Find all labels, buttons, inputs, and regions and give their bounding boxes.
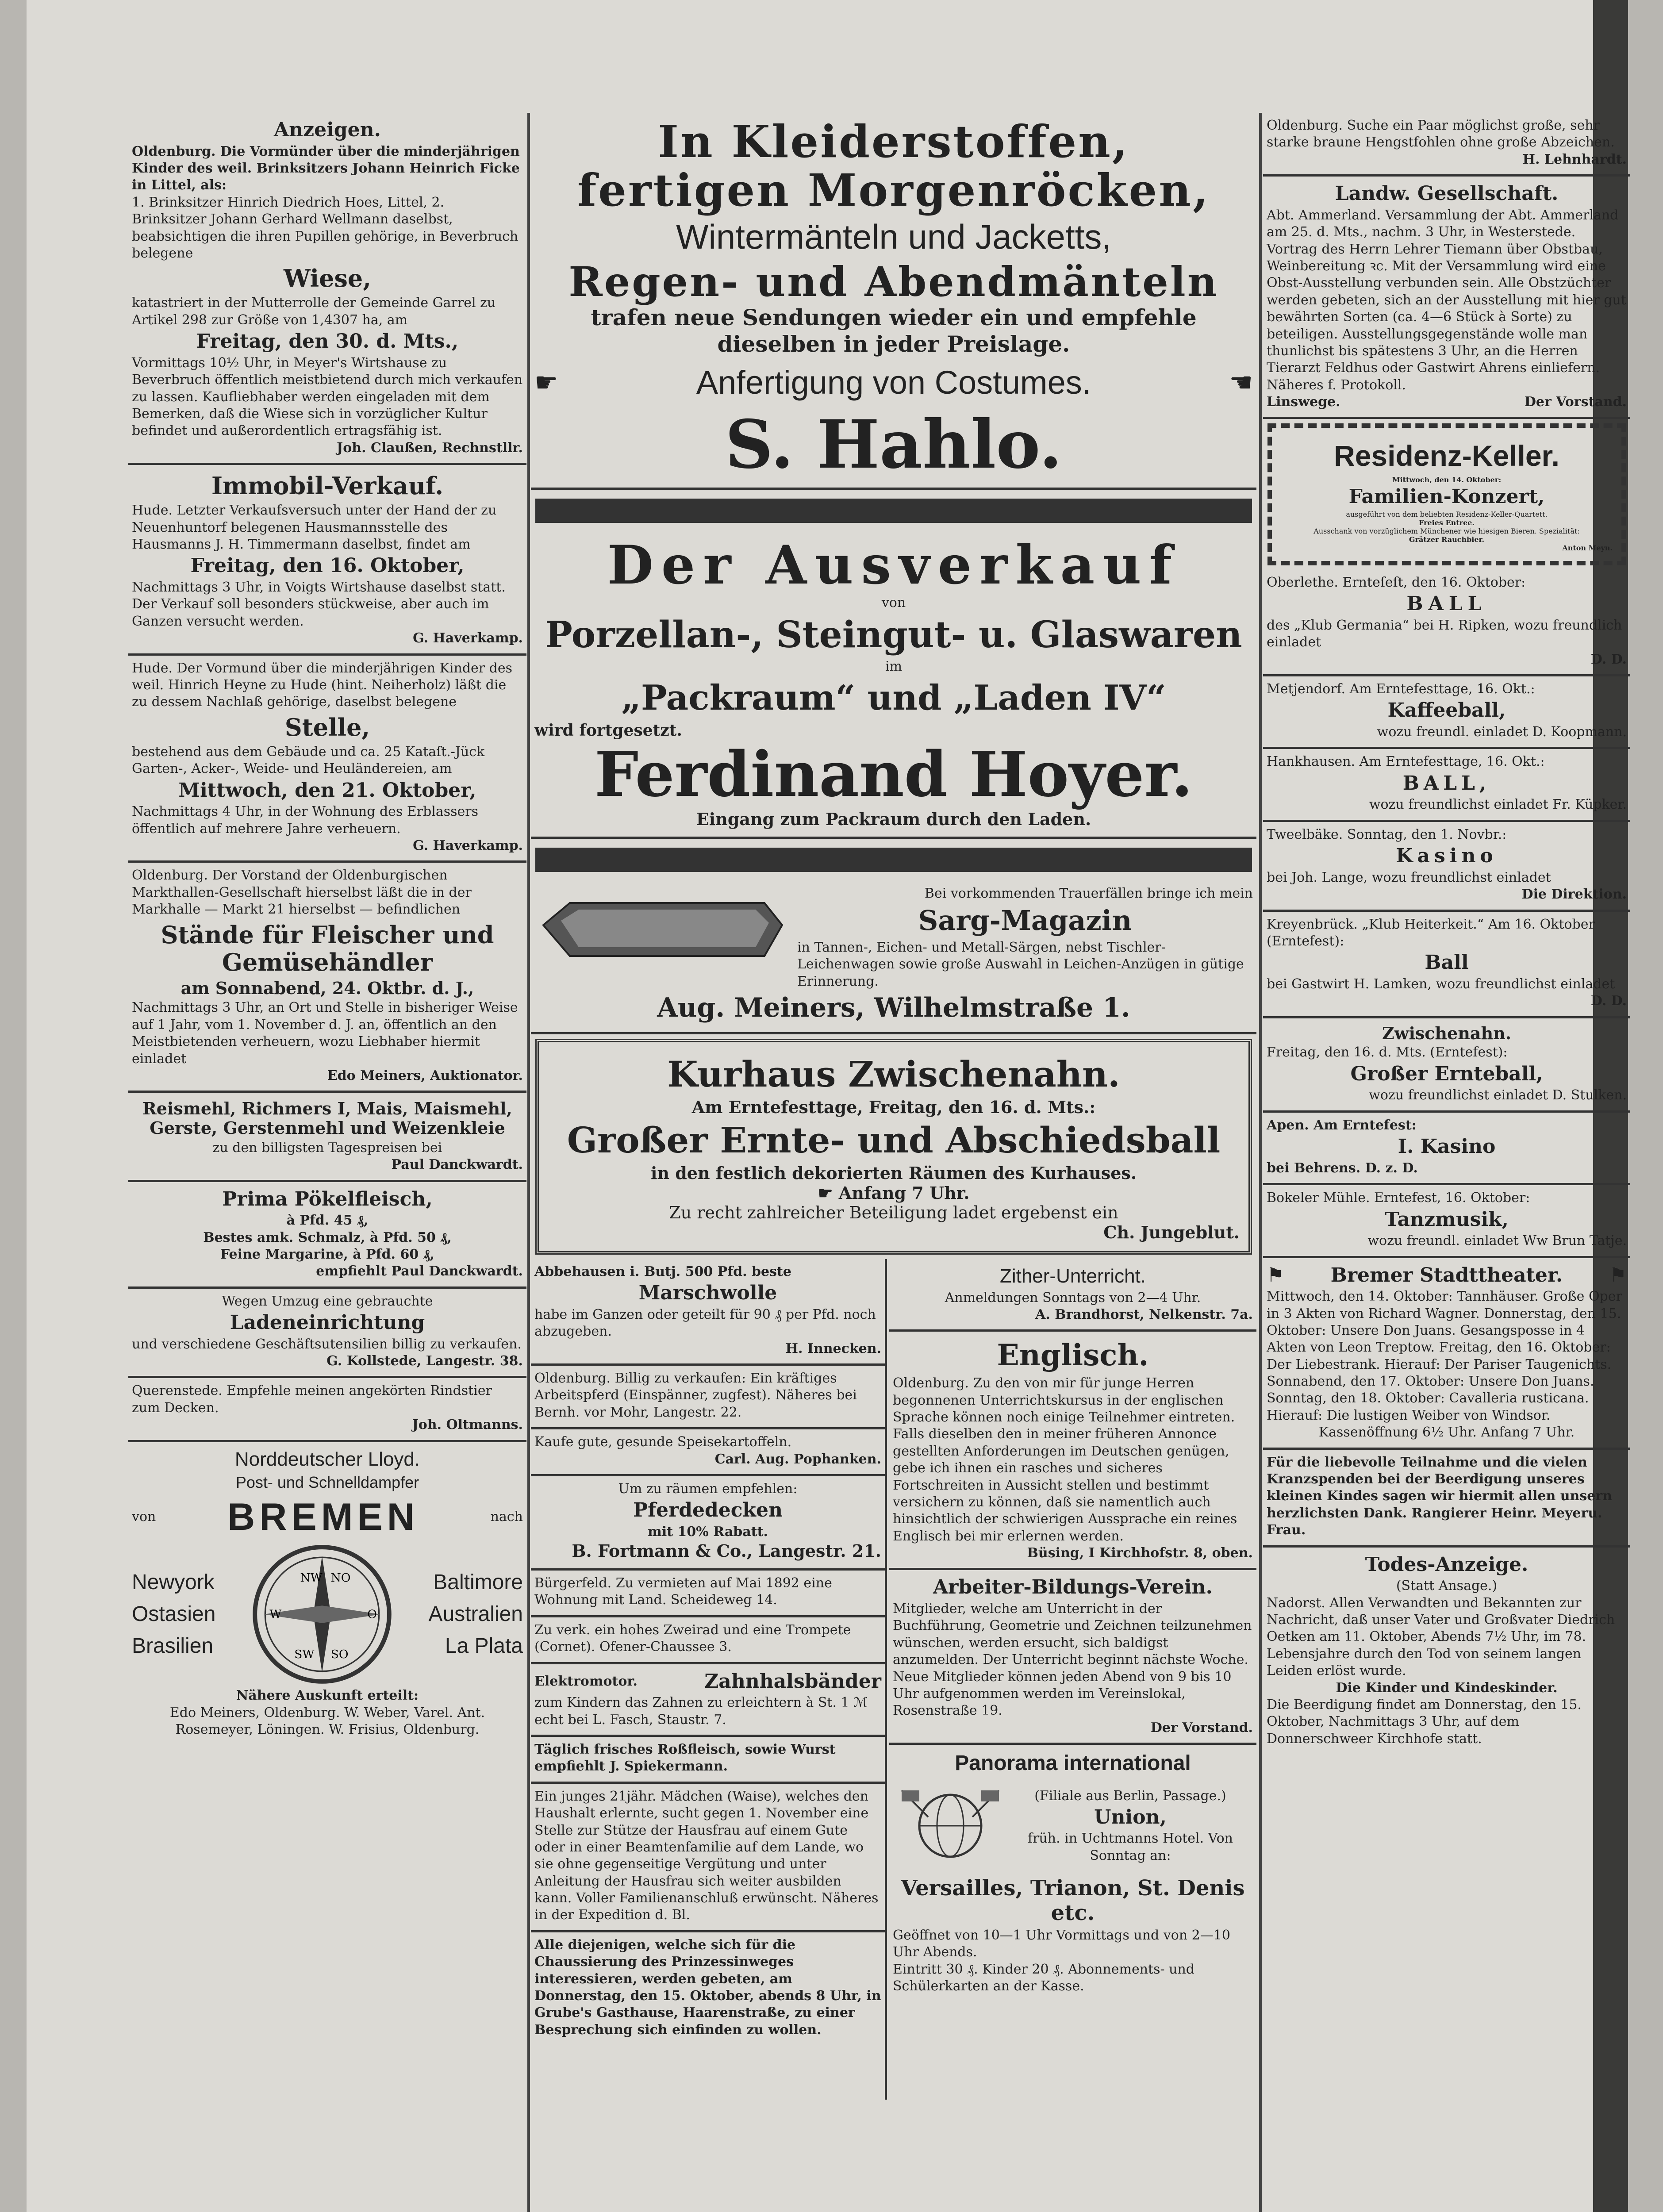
ad-signature: Die Direktion. — [1521, 887, 1627, 902]
ad-text: Vormittags 10½ Uhr, in Meyer's Wirtshause zu Beverbruch öffentlich meistbietend durch mich verkaufen zu lassen. Kaufliebhaber werden eingeladen mit dem Bemerken, daß die Wiese sich in vorzüglicher Kultur befindet und außerordentlich ertragsfähig ist. — [132, 355, 523, 439]
ad-todesanzeige — [1263, 1548, 1630, 1754]
ad-signature: Aug. Meiners, Wilhelmstraße 1. — [657, 992, 1130, 1023]
ad-text: Am Erntefesttage, Freitag, den 16. d. Mts.: — [691, 1097, 1096, 1117]
ad-heading: In Kleiderstoffen, — [658, 115, 1129, 168]
ad-text: zum Kindern das Zahnen zu erleichtern à St. 1 ℳ echt bei L. Fasch, Staustr. 7. — [534, 1695, 868, 1728]
compass-label: NO — [330, 1571, 351, 1585]
ad-text: Um zu räumen empfehlen: — [618, 1481, 798, 1497]
ad-text: Nähere Auskunft erteilt: — [236, 1688, 419, 1704]
ad-signature: Edo Meiners, Auktionator. — [327, 1068, 523, 1083]
ad-heading: Wiese, — [283, 264, 372, 293]
ad-zwischenahn-ball — [1263, 1018, 1630, 1113]
ad-signature: Büsing, I Kirchhofstr. 8, oben. — [1027, 1545, 1253, 1561]
ad-text: Post- und Schnelldampfer — [235, 1473, 419, 1492]
ad-maedchen: Ein junges 21jähr. Mädchen (Waise), welches den Haushalt erlernte, sucht gegen 1. November eine Stelle zur Stütze der Hausfrau auf einem Gute oder in einer Beamtenfamilie auf dem Lande, wo sie ohne gegenseitige Vergütung und unter Anleitung der Hausfrau sich weiter ausbilden kann. Voller Familienanschluß erwünscht. Näheres in der Expedition d. Bl. — [531, 1784, 885, 1932]
ad-text: Nachmittags 4 Uhr, in der Wohnung des Erblassers öffentlich auf mehrere Jahre verheuern. — [132, 804, 479, 837]
ad-oberlethe — [1263, 570, 1630, 676]
ad-text: von — [881, 595, 906, 611]
ad-text: Tweelbäke. Sonntag, den 1. Novbr.: — [1267, 826, 1507, 842]
ad-text: trafen neue Sendungen wieder ein und empfehle dieselben in jeder Preislage. — [591, 304, 1197, 357]
ad-heading: Residenz-Keller. — [1334, 439, 1559, 472]
ad-heading: Großer Ernte- und Abschiedsball — [567, 1119, 1221, 1161]
ad-zweirad: Zu verk. ein hohes Zweirad und eine Trompete (Cornet). Ofener-Chaussee 3. — [531, 1617, 885, 1664]
compass-label: SW — [294, 1647, 315, 1662]
destination: Baltimore — [433, 1571, 523, 1594]
ad-rossfleisch: Täglich frisches Roßfleisch, sowie Wurst empfiehlt J. Spiekermann. — [531, 1737, 885, 1784]
ad-pferd: Oldenburg. Billig zu verkaufen: Ein kräftiges Arbeitspferd (Einspänner, zugfest). Näheres bei Bernh. vor Mohr, Langestr. 22. — [531, 1366, 885, 1429]
ad-signature: B. Fortmann & Co., Langestr. 21. — [572, 1541, 881, 1561]
ad-text: Oldenburg. Die Vormünder über die minderjährigen Kinder des weil. Brinksitzers Johann Heinrich Ficke in Littel, als: — [132, 143, 520, 193]
destinations-left — [132, 1567, 215, 1662]
ad-date: Mittwoch, den 21. Oktober, — [178, 779, 476, 802]
column-left — [128, 113, 526, 2212]
ad-signature: D. D. — [1590, 651, 1627, 667]
ad-heading: Todes-Anzeige. — [1365, 1553, 1529, 1576]
ad-signature: Ferdinand Hoyer. — [594, 738, 1193, 811]
ad-text: Grätzer Rauchbier. — [1409, 535, 1485, 544]
ad-heading: fertigen Morgenröcken, — [577, 164, 1210, 216]
ad-text: Freitag, den 16. d. Mts. (Erntefest): — [1267, 1045, 1508, 1060]
ad-text: Oldenburg. Suche ein Paar möglichst große, sehr starke braune Hengstfohlen ohne große Abzeichen. — [1267, 118, 1615, 150]
ad-rindstier — [128, 1378, 526, 1442]
compass-label: SO — [330, 1647, 349, 1662]
section-title: Anzeigen. — [274, 119, 381, 141]
ad-text: Eintritt 30 ₰. Kinder 20 ₰. Abonnements- und Schülerkarten an der Kasse. — [893, 1961, 1195, 1994]
ad-heading: Familien-Konzert, — [1348, 485, 1545, 508]
ad-zahnhalsbaender — [531, 1664, 885, 1737]
ad-signature: Paul Danckwardt. — [391, 1157, 523, 1173]
ad-hoyer — [531, 532, 1256, 839]
ad-ladeneinrichtung — [128, 1289, 526, 1379]
ad-heading: Ball — [1425, 951, 1469, 974]
flag-icon: ⚑ — [1609, 1263, 1627, 1286]
ad-heading: Norddeutscher Lloyd. — [234, 1448, 420, 1470]
ad-signature: H. Lehnhardt. — [1522, 151, 1627, 167]
ad-text: Abt. Ammerland. Versammlung der Abt. Ammerland am 25. d. Mts., nachm. 3 Uhr, in Westerstede. Vortrag des Herrn Lehrer Tiemann über Obstbau, Weinbereitung ꝛc. Mit der Versammlung wird eine Obst-Ausstellung verbunden sein. Alle Obstzüchter werden gebeten, sich an der Ausstellung mit hier gut bewährten Sorten (ca. 4—6 Stück à Sorte) zu beteiligen. Ausstellungsgegenstände wolle man thunlichst bis spätestens 3 Uhr, an die Herren Tierarzt Feldhus oder Gastwirt Ahrens einliefern. Näheres f. Protokoll. — [1267, 207, 1626, 393]
ad-text: Mittwoch, den 14. Oktober: — [1392, 476, 1502, 484]
ad-date: am Sonnabend, 24. Oktbr. d. J., — [181, 978, 474, 998]
ad-text: Kreyenbrück. „Klub Heiterkeit.“ Am 16. Oktober (Erntefest): — [1267, 916, 1595, 949]
ad-text: (Filiale aus Berlin, Passage.) — [1034, 1788, 1226, 1804]
ad-signature: G. Haverkamp. — [413, 630, 523, 646]
ad-signature: wozu freundlichst einladet Fr. Küpker. — [1369, 797, 1627, 813]
ad-heading: Sarg-Magazin — [918, 904, 1132, 937]
ad-text: Zwischenahn. — [1382, 1023, 1511, 1043]
ad-hankhausen — [1263, 749, 1630, 822]
ad-text: habe im Ganzen oder geteilt für 90 ₰ per Pfd. noch abzugeben. — [534, 1306, 876, 1340]
ad-text: Bei vorkommenden Trauerfällen bringe ich mein — [924, 886, 1253, 902]
ad-heading: „Packraum“ und „Laden IV“ — [621, 677, 1166, 718]
ad-text: Anfang 7 Uhr. — [838, 1183, 970, 1203]
ad-heading: I. Kasino — [1398, 1135, 1496, 1158]
ad-text: zu den billigsten Tagespreisen bei — [212, 1140, 442, 1156]
ad-reismehl — [128, 1093, 526, 1182]
ad-chaussierung: Alle diejenigen, welche sich für die Chaussierung des Prinzessinweges interessieren, werden gebeten, am Donnerstag, den 15. Oktober, abends 8 Uhr, in Grube's Gasthause, Haarenstraße, zu einer Besprechung sich einfinden zu wollen. — [534, 1937, 881, 2038]
ad-text: Hude. Letzter Verkaufsversuch unter der Hand der zu Neuenhuntorf belegenen Hausmannsstelle des Hausmanns J. H. Timmermann daselbst, findet am — [132, 503, 497, 553]
ad-heading: Versailles, Trianon, St. Denis etc. — [901, 1876, 1245, 1925]
ad-pferdedecken — [531, 1476, 885, 1571]
ad-immobil — [128, 465, 526, 655]
ad-text: Oldenburg. Zu den von mir für junge Herren begonnenen Unterrichtskursus in der englischen Sprache können noch einige Teilnehmer eintreten. Falls dieselben den in meiner früheren Annonce gestellten Anforderungen im Deutschen genügen, gebe ich ihnen ein rasches und sicheres Fortschreiten in Aussicht stellen und bestimmt versichern zu können, daß sie namentlich auch hinsichtlich der schwierigen Aussprache ein reines Englisch bei mir erlernen werden. — [893, 1375, 1237, 1544]
ad-text: Freies Entree. — [1418, 518, 1475, 527]
ad-text: nach — [490, 1509, 523, 1525]
ad-englisch — [889, 1332, 1256, 1570]
ad-bokeler-muehle — [1263, 1185, 1630, 1258]
ad-heading: BALL, — [1402, 772, 1491, 795]
ad-heading: Pferdedecken — [633, 1499, 783, 1522]
ad-text: Hude. Der Vormund über die minderjährigen Kinder des weil. Hinrich Heyne zu Hude (hint. Neiherholz) läßt die zu dessem Nachlaß gehörige, daselbst belegene — [132, 660, 513, 710]
ad-residenz-keller — [1267, 423, 1626, 565]
ad-heading: Arbeiter-Bildungs-Verein. — [933, 1576, 1213, 1599]
ad-text: von — [132, 1509, 156, 1525]
pointing-hand-icon: ☛ — [534, 367, 558, 398]
pointing-hand-icon: ☛ — [818, 1183, 839, 1203]
ad-text: Elektromotor. — [534, 1673, 638, 1689]
kurhaus-start — [548, 1183, 1240, 1203]
ad-zither — [889, 1259, 1256, 1332]
destination: La Plata — [445, 1634, 523, 1658]
ad-text: wird fortgesetzt. — [534, 721, 682, 740]
ad-text: Kaufe gute, gesunde Speisekartoffeln. — [534, 1434, 792, 1450]
ad-signature: Der Vorstand. — [1150, 1720, 1253, 1736]
ad-signature: Joh. Claußen, Rechnstllr. — [337, 440, 523, 456]
ad-signature: Carl. Aug. Pophanken. — [714, 1451, 881, 1467]
ad-sarg — [531, 881, 1256, 1034]
ad-heading: Ladeneinrichtung — [230, 1311, 425, 1334]
ad-text: im — [885, 659, 903, 675]
ad-price: Feine Margarine, à Pfd. 60 ₰, — [220, 1246, 435, 1262]
ad-signature: wozu freundl. einladet Ww Brun Tatje. — [1367, 1233, 1627, 1249]
ad-heading: Prima Pökelfleisch, — [222, 1187, 433, 1210]
ad-price: à Pfd. 45 ₰, — [286, 1213, 369, 1229]
destinations-right — [429, 1567, 523, 1662]
ad-signature: G. Haverkamp. — [413, 837, 523, 853]
destination: Australien — [428, 1602, 523, 1626]
ad-heading: BREMEN — [227, 1496, 419, 1539]
ad-text: mit 10% Rabatt. — [648, 1524, 768, 1540]
column-rule — [1259, 113, 1262, 2212]
ad-buergerfeld: Bürgerfeld. Zu vermieten auf Mai 1892 eine Wohnung mit Land. Scheideweg 14. — [531, 1571, 885, 1617]
ad-text: Nachmittags 3 Uhr, in Voigts Wirtshause daselbst statt. Der Verkauf soll besonders stückweise, aber auch im Ganzen versucht werden. — [132, 580, 506, 629]
ad-text: bestehend aus dem Gebäude und ca. 25 Kataſt.-Jück Garten-, Acker-, Weide- und Heuländereien, am — [132, 744, 485, 777]
ad-text: Wegen Umzug eine gebrauchte — [222, 1293, 433, 1309]
ad-heading: Stelle, — [284, 713, 370, 741]
ad-markthalle — [128, 863, 526, 1093]
ad-heading: Regen- und Abendmänteln — [568, 257, 1219, 306]
ad-heading: Kurhaus Zwischenahn. — [667, 1053, 1120, 1095]
column-middle — [531, 113, 1256, 2212]
ad-poekelfleisch — [128, 1182, 526, 1289]
small-ads-left — [531, 1259, 887, 2100]
ad-signature: Anton Meyn. — [1562, 543, 1613, 552]
ad-text: Mitglieder, welche am Unterricht in der Buchführung, Geometrie und Zeichnen teilzunehmen wünschen, werden ersucht, sich baldigst anzumelden. Der Unterricht beginnt nächste Woche. Neue Mitglieder können jeden Abend von 9 bis 10 Uhr aufgenommen werden im Vereinslokal, Rosenstraße 19. — [893, 1601, 1252, 1719]
ad-arbeiterverein — [889, 1570, 1256, 1745]
ad-price: Bestes amk. Schmalz, à Pfd. 50 ₰, — [203, 1229, 452, 1245]
ad-landw-gesellschaft — [1263, 177, 1630, 419]
flag-icon: ⚑ — [1267, 1263, 1284, 1286]
ad-heading: Kasino — [1396, 845, 1498, 868]
ad-signature: A. Brandhorst, Nelkenstr. 7a. — [1035, 1306, 1253, 1322]
compass-label: O — [367, 1607, 377, 1621]
ad-text: des „Klub Germania“ bei H. Ripken, wozu freundlich einladet — [1267, 617, 1622, 650]
compass-rose-icon — [249, 1541, 395, 1687]
ad-heading: Großer Ernteball, — [1350, 1062, 1543, 1085]
ad-heading: Anfertigung von Costumes. — [696, 364, 1091, 401]
pointing-hand-icon: ☚ — [1229, 367, 1253, 398]
column-right — [1263, 113, 1630, 2212]
ad-text: Zu recht zahlreicher Beteiligung ladet ergebenst ein — [669, 1202, 1118, 1222]
ad-text: ausgeführt von dem beliebten Residenz-Keller-Quartett. — [1346, 510, 1548, 518]
ad-text: Apen. Am Erntefest: — [1267, 1117, 1417, 1133]
ad-metjendorf — [1263, 676, 1630, 749]
ad-text: Kassenöffnung 6½ Uhr. Anfang 7 Uhr. — [1318, 1425, 1575, 1440]
ad-text: Eingang zum Packraum durch den Laden. — [696, 809, 1091, 830]
ad-heading: Marschwolle — [638, 1282, 777, 1305]
ad-hahlo — [531, 113, 1256, 490]
ad-marschwolle — [531, 1259, 885, 1366]
ad-text: Oberlethe. Ernteſeſt, den 16. Oktober: — [1267, 574, 1526, 590]
compass-label: W — [269, 1607, 282, 1621]
ad-text: bei Gastwirt H. Lamken, wozu freundlichst einladet — [1267, 976, 1615, 992]
ad-text: Mittwoch, den 14. Oktober: Tannhäuser. Große Oper in 3 Akten von Richard Wagner. Donnerstag, den 15. Oktober: Unsere Don Juans. Gesangsposse in 4 Akten von Leon Treptow. Freitag, den 16. Oktober: Der Liebestrank. Hierauf: Der Pariser Taugenichts. Sonnabend, den 17. Oktober: Unsere Don Juans. Sonntag, den 18. Oktober: Cavalleria rusticana. Hierauf: Die lustigen Weiber von Windsor. — [1267, 1289, 1622, 1423]
destination: Brasilien — [132, 1634, 214, 1658]
ad-signature: Joh. Oltmanns. — [412, 1417, 523, 1433]
ad-panorama — [889, 1745, 1256, 2001]
column-rule — [527, 113, 530, 2212]
ad-signature: S. Hahlo. — [725, 405, 1062, 484]
ad-signature: G. Kollstede, Langestr. 38. — [326, 1353, 523, 1369]
ad-text: Abbehausen i. Butj. 500 Pfd. beste — [534, 1263, 791, 1279]
ad-heading: Panorama international — [955, 1751, 1191, 1775]
ad-heading: Zahnhalsbänder — [704, 1670, 881, 1693]
ad-text: früh. in Uchtmanns Hotel. Von Sonntag an: — [1028, 1831, 1233, 1863]
ad-heading: Landw. Gesellschaft. — [1335, 182, 1559, 205]
ad-signature: wozu freundl. einladet D. Koopmann. — [1377, 724, 1627, 740]
ad-kartoffeln — [531, 1429, 885, 1476]
ad-signature: wozu freundlichst einladet D. Stulken. — [1369, 1087, 1627, 1103]
ad-text: Hankhausen. Am Erntefesttage, 16. Okt.: — [1267, 754, 1545, 770]
ad-text: katastriert in der Mutterrolle der Gemeinde Garrel zu Artikel 298 zur Größe von 1,4307 ha, am — [132, 295, 496, 328]
ad-apen — [1263, 1113, 1630, 1185]
ad-heading: Der Ausverkauf — [607, 534, 1180, 596]
ad-heading: Stände für Fleischer und Gemüsehändler — [161, 920, 494, 976]
ad-text: und verschiedene Geschäftsutensilien billig zu verkaufen. — [132, 1336, 522, 1352]
ad-text: Metjendorf. Am Erntefesttage, 16. Okt.: — [1267, 681, 1535, 697]
ad-text: Die Beerdigung findet am Donnerstag, den 15. Oktober, Nachmittags 3 Uhr, auf dem Donnerschweer Kirchhofe statt. — [1267, 1697, 1582, 1747]
ad-date: Freitag, den 30. d. Mts., — [196, 330, 459, 353]
ad-heading: Wintermänteln und Jacketts, — [676, 217, 1112, 256]
ad-wiese — [128, 113, 526, 465]
ad-heading: Reismehl, Richmers I, Mais, Maismehl, Gerste, Gerstenmehl und Weizenkleie — [142, 1098, 512, 1138]
ad-signature: Linswege. — [1267, 394, 1340, 410]
ad-text: Edo Meiners, Oldenburg. W. Weber, Varel. Ant. Rosemeyer, Löningen. W. Frisius, Oldenburg. — [169, 1705, 485, 1738]
ad-heading: Tanzmusik, — [1385, 1208, 1509, 1231]
ad-stadttheater — [1263, 1258, 1630, 1450]
destination: Newyork — [132, 1571, 215, 1594]
ad-text: in den festlich dekorierten Räumen des Kurhauses. — [650, 1163, 1137, 1183]
ad-signature: bei Behrens. D. z. D. — [1267, 1160, 1418, 1176]
ad-signature: Die Kinder und Kindeskinder. — [1336, 1680, 1558, 1696]
ad-signature: empfiehlt Paul Danckwardt. — [316, 1263, 523, 1279]
ad-signature: Ch. Jungeblut. — [1103, 1222, 1240, 1242]
ad-heading: Zither-Unterricht. — [999, 1265, 1146, 1287]
ad-signature: H. Innecken. — [785, 1340, 881, 1356]
ad-signature: D. D. — [1590, 993, 1627, 1009]
ad-heading: Porzellan-, Steingut- u. Glaswaren — [545, 613, 1242, 656]
ad-hengstfohlen — [1263, 113, 1630, 177]
ad-text: in Tannen-, Eichen- und Metall-Särgen, nebst Tischler-Leichenwagen sowie große Auswahl in Leichen-Anzügen in gütige Erinnerung. — [797, 939, 1244, 989]
compass-label: NW — [300, 1571, 323, 1585]
ad-kreyenbrueck — [1263, 912, 1630, 1018]
ad-text: Querenstede. Empfehle meinen angekörten Rindstier zum Decken. — [132, 1383, 492, 1416]
small-ads-right — [889, 1259, 1256, 2001]
ad-heading: Union, — [1094, 1805, 1167, 1828]
ad-text: Ausschank von vorzüglichem Münchener wie hiesigen Bieren. Spezialität: — [1314, 526, 1580, 535]
ad-kurhaus — [535, 1039, 1252, 1255]
ad-text: 1. Brinksitzer Hinrich Diedrich Hoes, Littel, 2. Brinksitzer Johann Gerhard Wellmann daselbst, beabsichtigen die ihren Pupillen gehörige, in Beverbruch belegene — [132, 194, 518, 261]
small-ads-area — [531, 1259, 1256, 2100]
ad-text: (Statt Ansage.) — [1396, 1578, 1498, 1594]
ad-heading: Englisch. — [997, 1338, 1149, 1373]
ad-text: Anmeldungen Sonntags von 2—4 Uhr. — [945, 1290, 1201, 1306]
ad-signature: Der Vorstand. — [1524, 394, 1627, 410]
ad-stelle — [128, 656, 526, 863]
destination: Ostasien — [132, 1602, 216, 1626]
divider-bar — [535, 499, 1252, 523]
divider-bar — [535, 848, 1252, 872]
ad-tweelbaeke — [1263, 822, 1630, 912]
ad-heading: BALL — [1406, 592, 1487, 615]
ad-text: Nachmittags 3 Uhr, an Ort und Stelle in bisheriger Weise auf 1 Jahr, vom 1. November d. J. an, öffentlich an den Meistbietenden verheuern, wozu Liebhaber hiermit einladet — [132, 1000, 518, 1067]
ad-text: bei Joh. Lange, wozu freundlichst einladet — [1267, 869, 1551, 885]
ad-text: Oldenburg. Der Vorstand der Oldenburgischen Markthallen-Gesellschaft hierselbst läßt die in der Markhalle — Markt 21 hierselbst — befindlichen — [132, 868, 472, 918]
ad-text: Nadorst. Allen Verwandten und Bekannten zur Nachricht, daß unser Vater und Großvater Diedrich Oetken am 11. Oktober, Abends 7½ Uhr, im 78. Lebensjahre durch den Tod von seinem langen Leiden erlöst wurde. — [1267, 1595, 1615, 1679]
ad-heading: Immobil-Verkauf. — [211, 472, 444, 500]
ad-text: Bokeler Mühle. Erntefest, 16. Oktober: — [1267, 1190, 1530, 1206]
globe-flags-icon — [893, 1777, 1008, 1874]
ad-text: Geöffnet von 10—1 Uhr Vormittags und von 2—10 Uhr Abends. — [893, 1927, 1230, 1960]
ad-date: Freitag, den 16. Oktober, — [190, 554, 465, 577]
ad-heading: Bremer Stadttheater. — [1330, 1263, 1563, 1286]
ad-danksagung: Für die liebevolle Teilnahme und die vielen Kranzspenden bei der Beerdigung unseres kleinen Kindes sagen wir hiermit allen unsern herzlichsten Dank. Rangierer Heinr. Meyeru. Frau. — [1263, 1450, 1630, 1548]
ad-heading: Kaffeeball, — [1387, 699, 1506, 722]
ad-lloyd — [128, 1442, 526, 1745]
coffin-icon — [534, 885, 791, 974]
